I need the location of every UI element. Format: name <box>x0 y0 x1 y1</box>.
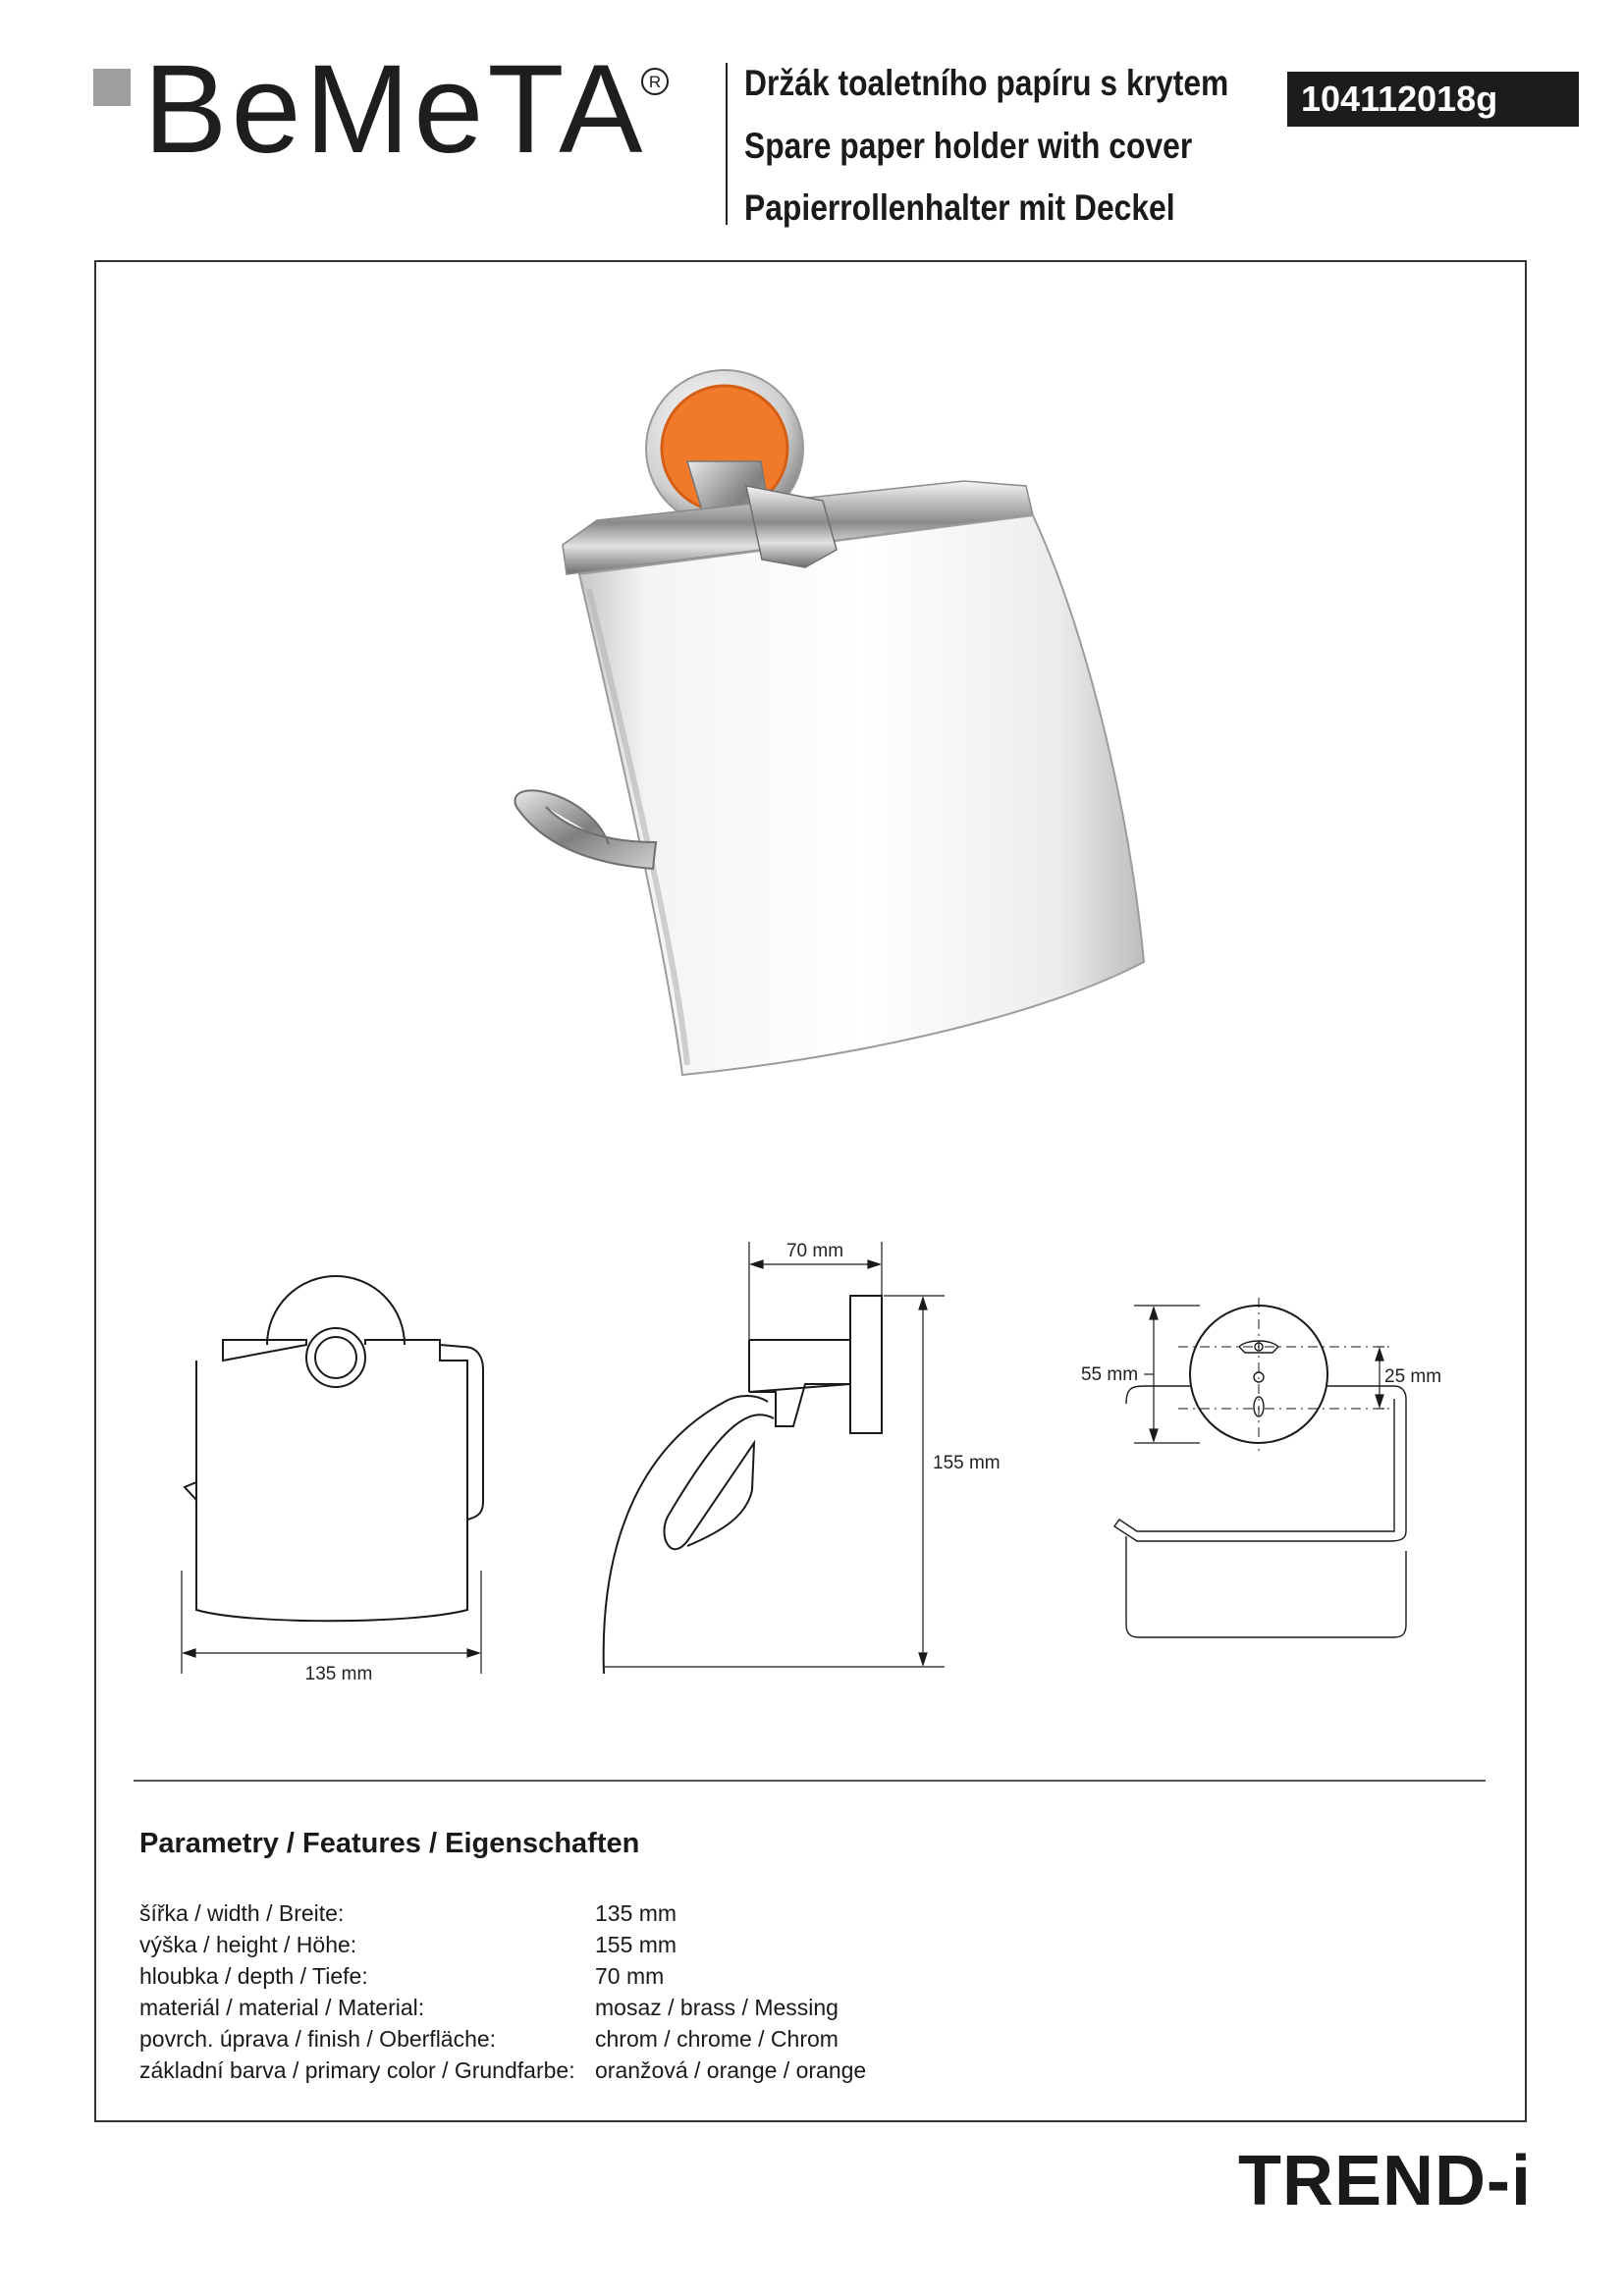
feature-value-color: oranžová / orange / orange <box>595 2057 867 2083</box>
feature-value-height: 155 mm <box>595 1932 677 1957</box>
feature-label-height: výška / height / Höhe: <box>139 1932 357 1957</box>
height-dimension <box>604 1296 945 1667</box>
feature-value-finish: chrom / chrome / Chrom <box>595 2026 839 2052</box>
feature-label-depth: hloubka / depth / Tiefe: <box>139 1963 368 1989</box>
product-title-de: Papierrollenhalter mit Deckel <box>744 187 1175 228</box>
svg-text:R: R <box>648 73 662 91</box>
mount-center-lines <box>1178 1298 1394 1451</box>
depth-dimension-label: 70 mm <box>785 1241 844 1261</box>
front-view-drawing <box>185 1276 483 1621</box>
feature-label-material: materiál / material / Material: <box>139 1995 425 2020</box>
features-title: Parametry / Features / Eigenschaften <box>139 1828 640 1859</box>
feature-value-width: 135 mm <box>595 1900 677 1926</box>
product-code: 104112018g <box>1287 72 1579 127</box>
height-dimension-label: 155 mm <box>933 1453 1001 1473</box>
product-title-cz: Držák toaletního papíru s krytem <box>744 63 1229 103</box>
side-view-drawing <box>604 1296 882 1674</box>
width-dimension <box>182 1571 481 1674</box>
width-dimension-label: 135 mm <box>304 1664 373 1684</box>
brand-logo: BeMeTA <box>143 39 647 180</box>
feature-label-finish: povrch. úprava / finish / Oberfläche: <box>139 2026 497 2052</box>
feature-label-color: základní barva / primary color / Grundfarbe: <box>139 2057 575 2083</box>
series-name: TREND-i <box>1238 2142 1532 2220</box>
mount-offset-dimension <box>1376 1347 1384 1409</box>
feature-value-depth: 70 mm <box>595 1963 665 1989</box>
product-photo <box>514 370 1144 1075</box>
mount-offset-label: 25 mm <box>1384 1366 1442 1387</box>
feature-value-material: mosaz / brass / Messing <box>595 1995 839 2020</box>
mount-spacing-label: 55 mm <box>1080 1364 1139 1385</box>
section-separator <box>134 1780 1486 1782</box>
mounting-view-drawing <box>1114 1306 1406 1637</box>
product-title-en: Spare paper holder with cover <box>744 126 1193 166</box>
feature-label-width: šířka / width / Breite: <box>139 1900 345 1926</box>
